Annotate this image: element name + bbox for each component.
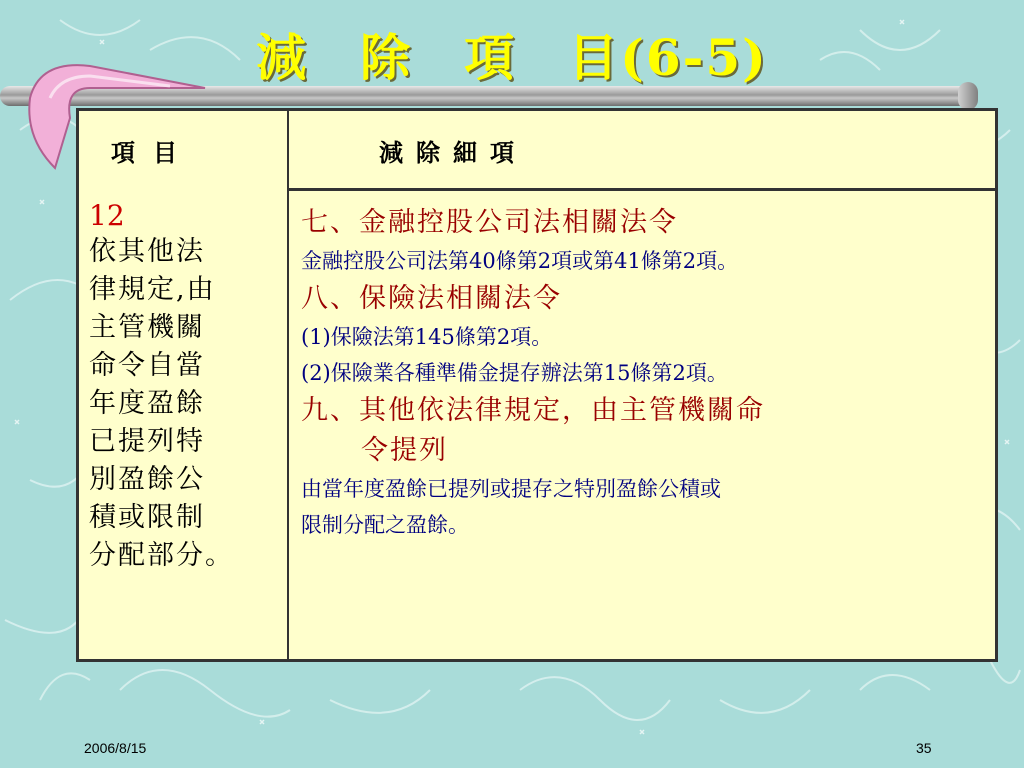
footer-date: 2006/8/15 <box>84 740 147 756</box>
detail-cell <box>301 203 991 543</box>
page-number: 35 <box>916 740 932 756</box>
detail-line: 由當年度盈餘已提列或提存之特別盈餘公積或 <box>301 477 721 501</box>
item-line: 分配部分。 <box>89 540 234 571</box>
item-line: 已提列特 <box>89 426 205 457</box>
item-number: 12 <box>89 199 125 232</box>
item-line: 依其他法 <box>89 236 205 267</box>
detail-line: 金融控股公司法第40條第2項或第41條第2項。 <box>301 249 739 273</box>
header-item: 項目 <box>111 138 195 167</box>
section-heading: 九、其他依法律規定，由主管機關命 <box>301 395 765 426</box>
detail-line: (1)保險法第145條第2項。 <box>301 325 553 349</box>
item-description <box>89 233 281 575</box>
section-heading-continued: 令提列 <box>361 435 448 466</box>
section-heading: 七、金融控股公司法相關法令 <box>301 207 678 238</box>
detail-line: 限制分配之盈餘。 <box>301 513 469 537</box>
item-cell <box>89 201 281 575</box>
item-line: 積或限制 <box>89 502 205 533</box>
column-divider <box>287 111 289 659</box>
header-divider <box>287 188 998 191</box>
deduction-table <box>76 108 998 662</box>
item-line: 別盈餘公 <box>89 464 205 495</box>
item-line: 年度盈餘 <box>89 388 205 419</box>
item-line: 命令自當 <box>89 350 205 381</box>
item-line: 主管機關 <box>89 312 205 343</box>
section-heading: 八、保險法相關法令 <box>301 283 562 314</box>
header-detail: 減除細項 <box>379 138 527 167</box>
item-line: 律規定,由 <box>89 274 216 305</box>
detail-line: (2)保險業各種準備金提存辦法第15條第2項。 <box>301 361 728 385</box>
slide-title: 減 除 項 目(6-5) <box>256 28 768 87</box>
